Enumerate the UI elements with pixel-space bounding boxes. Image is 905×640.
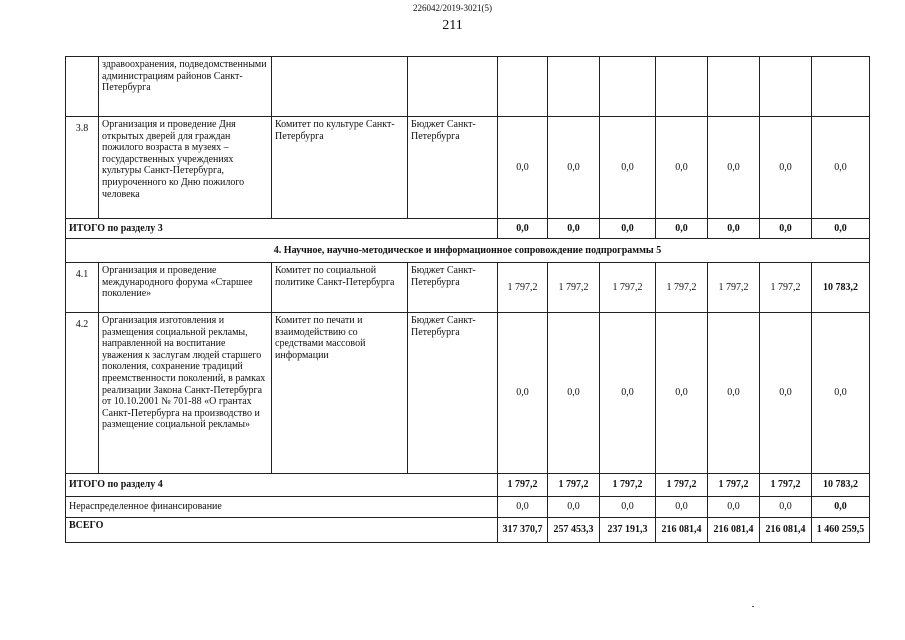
cell-value: 1 797,2	[708, 474, 760, 497]
cell-value: 0,0	[812, 497, 870, 518]
cell-value: 0,0	[708, 313, 760, 474]
cell-source: Бюджет Санкт-Петербурга	[408, 117, 498, 219]
cell-value: 0,0	[600, 313, 656, 474]
cell-source	[408, 57, 498, 117]
cell-value: 216 081,4	[656, 518, 708, 543]
table-row-grand-total	[66, 518, 870, 543]
cell-value: 1 797,2	[760, 474, 812, 497]
cell-value: 0,0	[708, 497, 760, 518]
cell-value: 216 081,4	[760, 518, 812, 543]
cell-index: 4.1	[66, 263, 99, 313]
cell-value: 0,0	[548, 497, 600, 518]
cell-value: 1 797,2	[548, 474, 600, 497]
cell-value: 1 797,2	[708, 263, 760, 313]
cell-value: 0,0	[812, 313, 870, 474]
cell-value: 0,0	[760, 313, 812, 474]
grand-total-label: ВСЕГО	[66, 518, 498, 543]
cell-value: 0,0	[498, 497, 548, 518]
cell-value: 1 797,2	[760, 263, 812, 313]
cell-value: 0,0	[498, 313, 548, 474]
cell-value: 1 460 259,5	[812, 518, 870, 543]
cell-executor: Комитет по культуре Санкт-Петербурга	[272, 117, 408, 219]
cell-value: 0,0	[812, 219, 870, 239]
cell-value: 1 797,2	[656, 263, 708, 313]
cell-value: 10 783,2	[812, 263, 870, 313]
cell-value: 1 797,2	[656, 474, 708, 497]
cell-value: 0,0	[708, 117, 760, 219]
cell-value: 1 797,2	[600, 474, 656, 497]
table-row-continuation	[66, 57, 870, 117]
document-number: 226042/2019-3021(5)	[413, 3, 492, 13]
table-row-4-2	[66, 313, 870, 474]
cell-value: 1 797,2	[548, 263, 600, 313]
page-number: 211	[442, 18, 463, 33]
cell-value: 10 783,2	[812, 474, 870, 497]
cell-value: 0,0	[656, 497, 708, 518]
cell-activity-name: Организация и проведение Дня открытых дверей для граждан пожилого возраста в музеях – государственных учреждениях культуры Санкт-Петербурга, приуроченного ко Дню пожилого человека	[99, 117, 272, 219]
cell-executor: Комитет по социальной политике Санкт-Петербурга	[272, 263, 408, 313]
cell-value: 1 797,2	[498, 263, 548, 313]
cell-activity-name: здравоохранения, подведомственными администрациям районов Санкт-Петербурга	[99, 57, 272, 117]
total-label: ИТОГО по разделу 4	[66, 474, 498, 497]
cell-value: 0,0	[548, 219, 600, 239]
cell-value: 0,0	[760, 117, 812, 219]
program-financing-table	[65, 56, 870, 543]
table-row-total-section-3	[66, 219, 870, 239]
cell-index	[66, 57, 99, 117]
cell-index: 4.2	[66, 313, 99, 474]
cell-source: Бюджет Санкт-Петербурга	[408, 313, 498, 474]
section-4-header-row	[66, 239, 870, 263]
section-title: 4. Научное, научно-методическое и информационное сопровождение подпрограммы 5	[66, 239, 870, 263]
cell-activity-name: Организация изготовления и размещения социальной рекламы, направленной на воспитание уважения к заслугам людей старшего поколения, сохранение традиций преемственности поколений, в рамках реализации Закона Санкт-Петербурга от 10.10.2001 № 701-88 «О грантах Санкт-Петербурга на производство и размещение социальной рекламы»	[99, 313, 272, 474]
cell-value: 0,0	[656, 313, 708, 474]
total-label: ИТОГО по разделу 3	[66, 219, 498, 239]
cell-value: 1 797,2	[600, 263, 656, 313]
cell-value: 237 191,3	[600, 518, 656, 543]
cell-value: 0,0	[600, 219, 656, 239]
cell-value: 0,0	[548, 117, 600, 219]
cell-value: 216 081,4	[708, 518, 760, 543]
cell-value: 0,0	[600, 117, 656, 219]
table-row-3-8	[66, 117, 870, 219]
cell-executor: Комитет по печати и взаимодействию со средствами массовой информации	[272, 313, 408, 474]
cell-value: 0,0	[760, 497, 812, 518]
cell-value: 0,0	[656, 219, 708, 239]
table-row-total-section-4	[66, 474, 870, 497]
cell-executor	[272, 57, 408, 117]
cell-value: 0,0	[708, 219, 760, 239]
cell-value: 0,0	[760, 219, 812, 239]
cell-value: 0,0	[498, 219, 548, 239]
cell-value: 0,0	[600, 497, 656, 518]
cell-value: 257 453,3	[548, 518, 600, 543]
cell-value: 0,0	[498, 117, 548, 219]
cell-value: 0,0	[812, 117, 870, 219]
table-row-unallocated	[66, 497, 870, 518]
cell-index: 3.8	[66, 117, 99, 219]
unallocated-label: Нераспределенное финансирование	[66, 497, 498, 518]
cell-value: 0,0	[548, 313, 600, 474]
scan-speck	[752, 606, 754, 607]
cell-value: 317 370,7	[498, 518, 548, 543]
cell-source: Бюджет Санкт-Петербурга	[408, 263, 498, 313]
table-row-4-1	[66, 263, 870, 313]
cell-value: 0,0	[656, 117, 708, 219]
cell-activity-name: Организация и проведение международного форума «Старшее поколение»	[99, 263, 272, 313]
cell-value: 1 797,2	[498, 474, 548, 497]
